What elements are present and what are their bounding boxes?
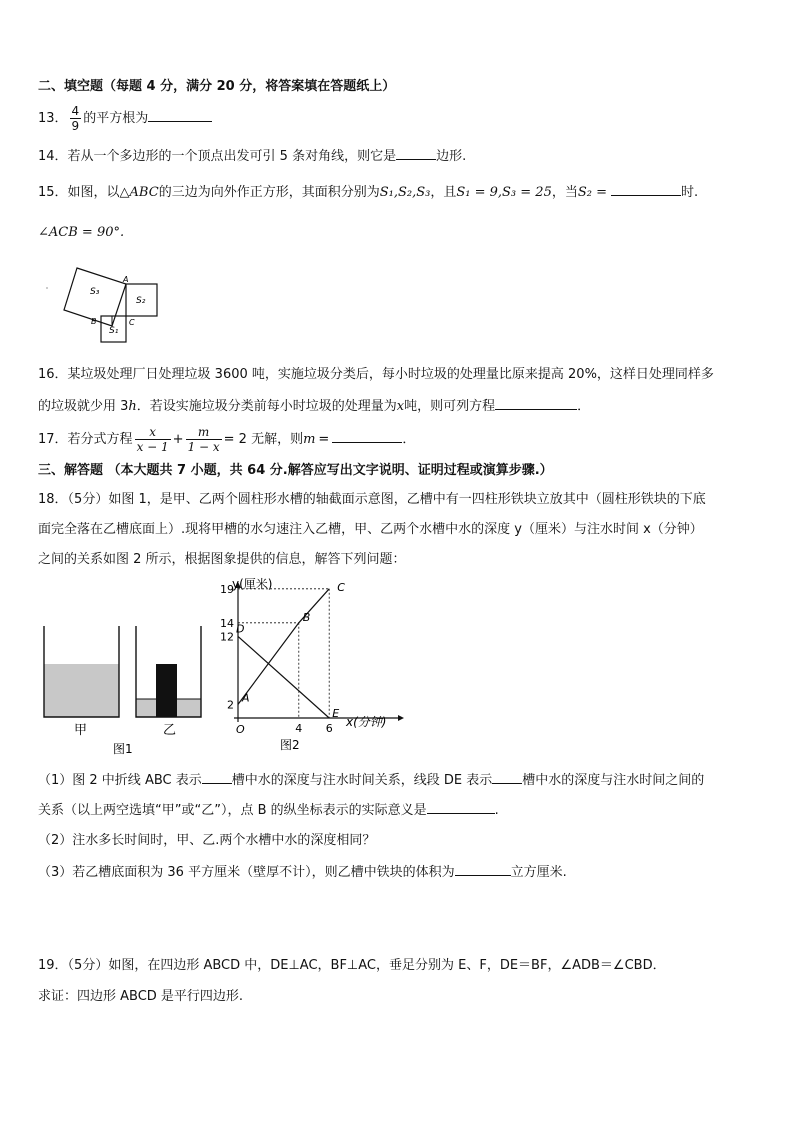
point-label-c: C	[337, 580, 345, 594]
q16-h: h	[128, 399, 137, 414]
y-tick-label-2: 2	[227, 698, 234, 712]
chart-axes	[232, 576, 404, 752]
q15-squares-figure	[46, 258, 166, 348]
iron-block	[156, 664, 177, 717]
q18-sub1-b: 槽中水的深度与注水时间关系，线段 DE 表示	[231, 773, 493, 788]
question-16-line-1: 16．某垃圾处理厂日处理垃圾 3600 吨，实施垃圾分类后，每小时垃圾的处理量比原来提高 20%，这样日处理同样多	[38, 367, 714, 382]
q18-sub1-e: .	[494, 803, 499, 818]
q17-number: 17．	[38, 432, 68, 447]
q13-frac-num: 4	[71, 104, 80, 118]
label-c: C	[129, 318, 135, 327]
label-s1: S₁	[109, 326, 119, 336]
q15-text-2: 的三边为向外作正方形，其面积分别为	[158, 185, 380, 200]
q18-sub3-a: （3）若乙槽底面积为 36 平方厘米（壁厚不计），则乙槽中铁块的体积为	[38, 865, 455, 880]
q17-answer-blank[interactable]	[332, 429, 402, 443]
point-label-d: D	[236, 622, 245, 636]
q13-frac-den: 9	[71, 119, 80, 133]
q14-number: 14．	[38, 149, 68, 164]
chart-marks	[220, 581, 345, 735]
q18-sub-2: （2）注水多长时间时，甲、乙.两个水槽中水的深度相同？	[38, 833, 376, 848]
q18-sub-1-line-2	[38, 800, 499, 820]
label-yi: 乙	[163, 723, 177, 738]
origin-label: O	[236, 723, 245, 736]
q18-sub1-blank-3[interactable]	[427, 800, 495, 814]
label-s3: S₃	[90, 287, 100, 297]
q17-fraction-2	[186, 425, 222, 454]
q17-text-1: 若分式方程	[67, 432, 133, 447]
q18-sub-1-line-1	[38, 770, 704, 790]
q18-sub1-c: 槽中水的深度与注水时间之间的	[522, 773, 705, 788]
y-tick-label-12: 12	[220, 630, 234, 644]
q15-number: 15．	[38, 185, 68, 200]
q17-f2-den: 1 − x	[187, 440, 220, 454]
x-axis-label: x(分钟)	[346, 715, 387, 729]
q18-sub1-blank-2[interactable]	[492, 770, 522, 784]
q16-text-c: 吨，则可列方程	[404, 399, 496, 414]
question-15	[38, 182, 698, 202]
q13-fraction	[70, 104, 82, 133]
question-16-line-2	[38, 396, 590, 416]
q16-text-b: ．若设实施垃圾分类前每小时垃圾的处理量为	[136, 399, 397, 414]
label-b: B	[91, 317, 97, 326]
q13-answer-blank[interactable]	[148, 108, 212, 122]
q17-eq: =	[318, 432, 330, 447]
q17-m: m	[303, 432, 316, 447]
series-de-line	[238, 636, 329, 718]
q15-text-4: ，当	[551, 185, 578, 200]
q18-sub3-b: 立方厘米.	[510, 865, 567, 880]
q16-text-d: ．	[577, 399, 591, 414]
q14-text-1: 若从一个多边形的一个顶点出发可引 5 条对角线，则它是	[67, 149, 397, 164]
section-2-heading: 二、填空题（每题 4 分，满分 20 分，将答案填在答题纸上）	[38, 79, 396, 94]
q18-sub-3	[38, 862, 567, 882]
q18-figure-1	[38, 620, 218, 760]
q15-s2: S₂ =	[577, 185, 608, 200]
y-axis-label: y(厘米)	[232, 577, 273, 591]
question-18-line-2: 面完全落在乙槽底面上）.现将甲槽的水匀速注入乙槽，甲、乙两个水槽中水的深度 y（厘米）与注水时间 x（分钟）	[38, 522, 703, 537]
figure-2-caption: 图2	[280, 738, 300, 752]
q17-f2-num: m	[186, 425, 222, 440]
point-label-b: B	[302, 610, 311, 624]
point-label-a: A	[242, 691, 250, 705]
q15-angle-condition: ∠ACB = 90°.	[38, 225, 125, 240]
q18-sub1-a: （1）图 2 中折线 ABC 表示	[38, 773, 202, 788]
q17-text-2: = 2 无解，则	[223, 432, 304, 447]
tank-jia-water	[44, 664, 119, 717]
label-a: A	[123, 275, 129, 284]
q17-end: ．	[402, 432, 416, 447]
label-s2: S₂	[136, 296, 146, 306]
q17-f1-den: x − 1	[136, 440, 169, 454]
q18-sub3-blank[interactable]	[455, 862, 511, 876]
q17-fraction-1	[135, 425, 171, 454]
section-3-heading: 三、解答题 （本大题共 7 小题，共 64 分.解答应写出文字说明、证明过程或演算步骤.）	[38, 463, 553, 478]
question-18-line-3: 之间的关系如图 2 所示，根据图象提供的信息，解答下列问题：	[38, 552, 406, 567]
q15-triangle-abc: ABC	[129, 185, 159, 200]
q13-number: 13．	[38, 111, 68, 126]
question-13	[38, 104, 212, 134]
q15-s-list: S₁,S₂,S₃	[379, 185, 431, 200]
question-18-line-1: 18．（5分）如图 1，是甲、乙两个圆柱形水槽的轴截面示意图，乙槽中有一四柱形铁块立放其中（圆柱形铁块的下底	[38, 492, 706, 507]
question-14	[38, 146, 466, 166]
q13-text: 的平方根为	[83, 111, 149, 126]
q15-text-3: ，且	[430, 185, 457, 200]
y-tick-label-14: 14	[220, 616, 234, 630]
q15-condition: S₁ = 9,S₃ = 25	[456, 185, 552, 200]
q16-answer-blank[interactable]	[495, 396, 577, 410]
question-19-line-2: 求证：四边形 ABCD 是平行四边形.	[38, 989, 244, 1004]
x-axis-arrow	[398, 715, 404, 721]
x-tick-label-4: 4	[295, 722, 303, 735]
series-abc-line	[238, 589, 329, 705]
point-label-e: E	[332, 707, 340, 720]
q18-figure-2-chart	[210, 576, 410, 756]
q18-sub1-blank-1[interactable]	[202, 770, 232, 784]
q18-sub1-d: 关系（以上两空选填“甲”或“乙”），点 B 的纵坐标表示的实际意义是	[38, 803, 427, 818]
q17-f1-num: x	[135, 425, 171, 440]
q15-answer-blank[interactable]	[611, 182, 681, 196]
q16-text-a: 的垃圾就少用 3	[38, 399, 129, 414]
q14-text-2: 边形.	[436, 149, 467, 164]
q16-x: x	[396, 399, 405, 414]
y-tick-label-19: 19	[220, 582, 234, 596]
figure-1-caption: 图1	[113, 742, 133, 756]
question-19-line-1: 19．（5分）如图，在四边形 ABCD 中，DE⊥AC，BF⊥AC，垂足分别为 E、F，DE＝BF，∠ADB＝∠CBD．	[38, 958, 666, 973]
label-jia: 甲	[74, 723, 88, 738]
q17-plus: +	[172, 432, 184, 447]
q14-answer-blank[interactable]	[396, 146, 436, 160]
q15-text-1: 如图，以△	[67, 185, 130, 200]
question-17	[38, 424, 415, 456]
q15-text-5: 时.	[681, 185, 699, 200]
x-tick-label-6: 6	[325, 722, 333, 735]
